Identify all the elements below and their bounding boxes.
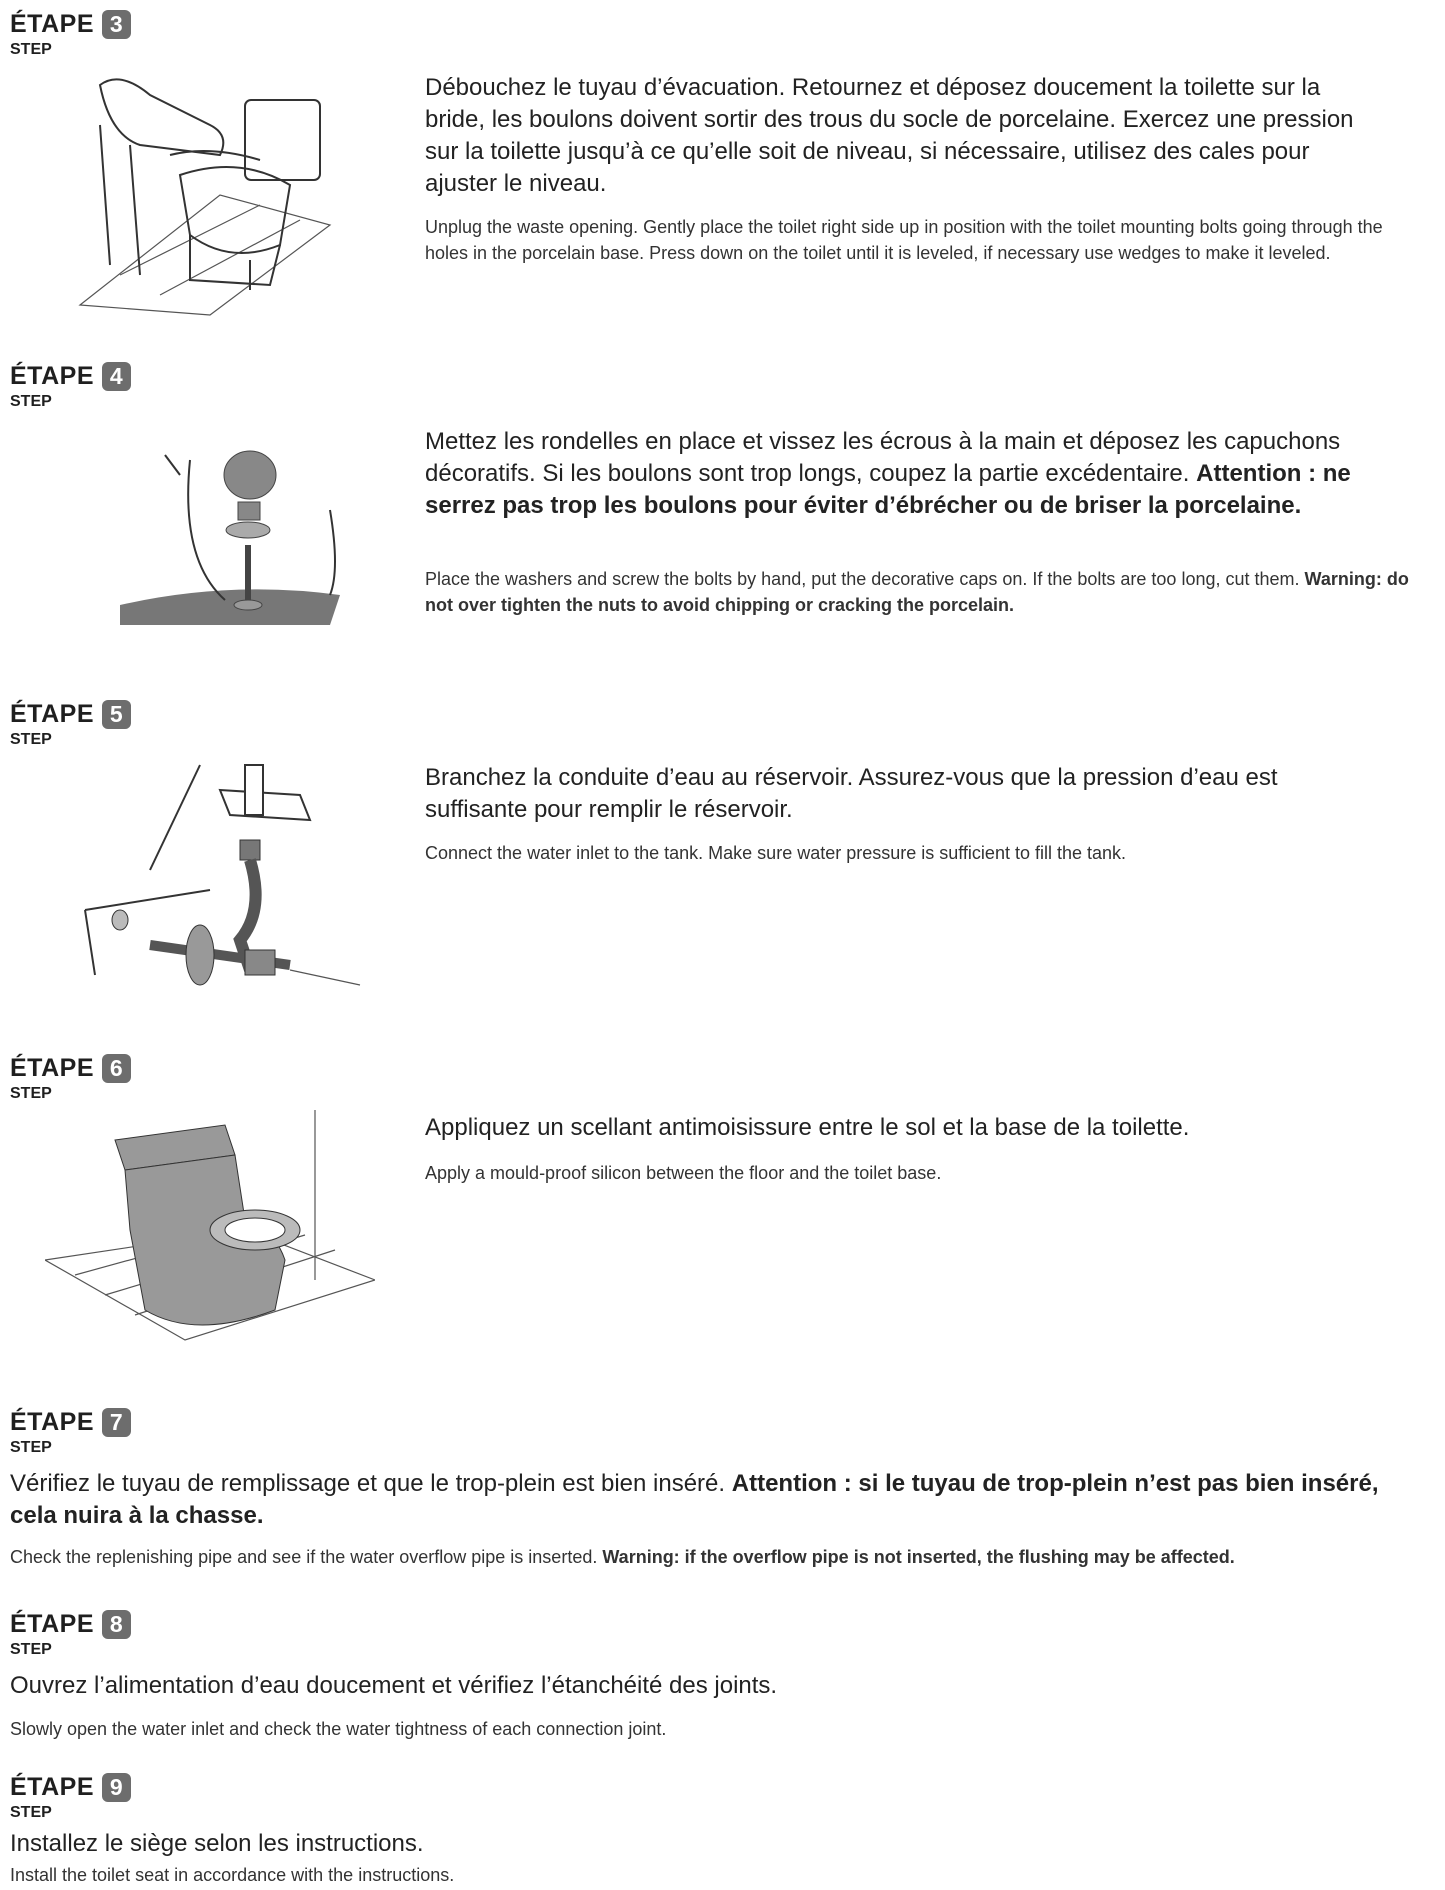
- step-6-english-text: Apply a mould-proof silicon between the floor and the toilet base.: [425, 1163, 942, 1183]
- step-8-header: [10, 1610, 131, 1659]
- step-5-header: [10, 700, 131, 749]
- step-8-french-text: Ouvrez l’alimentation d’eau doucement et vérifiez l’étanchéité des joints.: [10, 1672, 778, 1699]
- step-7-french-text: [10, 1468, 1420, 1532]
- step-sublabel: STEP: [10, 1804, 52, 1821]
- step-6-french-text: Appliquez un scellant antimoisissure entre le sol et la base de la toilette.: [425, 1114, 1190, 1141]
- toilet-sealing-illustration: [45, 1110, 375, 1370]
- step-7-header: [10, 1408, 131, 1457]
- step-7-french-warning: Attention : si le tuyau de trop-plein n’est pas bien inséré, cela nuira à la chasse.: [10, 1470, 1379, 1529]
- step-sublabel: STEP: [10, 731, 52, 748]
- step-4-french-warning: Attention : ne serrez pas trop les boulons pour éviter d’ébrécher ou de briser la porcelaine.: [425, 460, 1351, 519]
- step-4-english-warning: Warning: do not over tighten the nuts to avoid chipping or cracking the porcelain.: [425, 569, 1409, 615]
- step-label: ÉTAPE: [10, 700, 94, 728]
- step-9-french-text: Installez le siège selon les instructions.: [10, 1830, 424, 1857]
- step-sublabel: STEP: [10, 1085, 52, 1102]
- step-4-header: [10, 362, 131, 411]
- step-4-english-body: Place the washers and screw the bolts by hand, put the decorative caps on. If the bolts are too long, cut them.: [425, 569, 1300, 589]
- step-number-badge: 5: [102, 700, 131, 729]
- step-6-header: [10, 1054, 131, 1103]
- step-number-badge: 7: [102, 1408, 131, 1437]
- step-label: ÉTAPE: [10, 1773, 94, 1801]
- step-number-badge: 3: [102, 10, 131, 39]
- step-5-english-text: Connect the water inlet to the tank. Make sure water pressure is sufficient to fill the tank.: [425, 843, 1127, 863]
- step-7-english-body: Check the replenishing pipe and see if the water overflow pipe is inserted.: [10, 1547, 598, 1567]
- step-8-english-text: Slowly open the water inlet and check the water tightness of each connection joint.: [10, 1719, 667, 1739]
- step-4-english-text: [425, 566, 1435, 618]
- step-7-english-text: [10, 1544, 1435, 1570]
- step-sublabel: STEP: [10, 393, 52, 410]
- step-number-badge: 9: [102, 1773, 131, 1802]
- step-label: ÉTAPE: [10, 10, 94, 38]
- toilet-placement-illustration: [60, 65, 340, 325]
- step-4-french-text: [425, 426, 1415, 522]
- step-9-header: [10, 1773, 131, 1822]
- step-3-french-text: Débouchez le tuyau d’évacuation. Retournez et déposez doucement la toilette sur la bride, les boulons doivent sortir des trous du socle de porcelaine. Exercez une pression sur la toilette jusqu’à ce qu’elle soit de niveau, si nécessaire, utilisez des cales pour ajuster le niveau.: [425, 74, 1354, 197]
- step-sublabel: STEP: [10, 1439, 52, 1456]
- step-9-english-text: Install the toilet seat in accordance with the instructions.: [10, 1865, 455, 1885]
- step-number-badge: 4: [102, 362, 131, 391]
- step-sublabel: STEP: [10, 1641, 52, 1658]
- step-3-header: [10, 10, 131, 59]
- step-label: ÉTAPE: [10, 362, 94, 390]
- step-7-english-warning: Warning: if the overflow pipe is not inserted, the flushing may be affected.: [602, 1547, 1235, 1567]
- step-4-french-body: Mettez les rondelles en place et vissez les écrous à la main et déposez les capuchons décoratifs. Si les boulons sont trop longs, coupez la partie excédentaire.: [425, 428, 1341, 487]
- step-number-badge: 8: [102, 1610, 131, 1639]
- step-5-french-text: Branchez la conduite d’eau au réservoir. Assurez-vous que la pression d’eau est suffisante pour remplir le réservoir.: [425, 764, 1278, 823]
- step-label: ÉTAPE: [10, 1054, 94, 1082]
- step-number-badge: 6: [102, 1054, 131, 1083]
- step-label: ÉTAPE: [10, 1408, 94, 1436]
- bolt-cap-illustration: [110, 430, 350, 630]
- step-sublabel: STEP: [10, 41, 52, 58]
- step-7-french-body: Vérifiez le tuyau de remplissage et que le trop-plein est bien inséré.: [10, 1470, 726, 1497]
- step-3-english-text: Unplug the waste opening. Gently place the toilet right side up in position with the toilet mounting bolts going through the holes in the porcelain base. Press down on the toilet until it is leveled, if necessary use wedges to make it leveled.: [425, 217, 1383, 263]
- water-supply-illustration: [50, 760, 370, 1010]
- step-label: ÉTAPE: [10, 1610, 94, 1638]
